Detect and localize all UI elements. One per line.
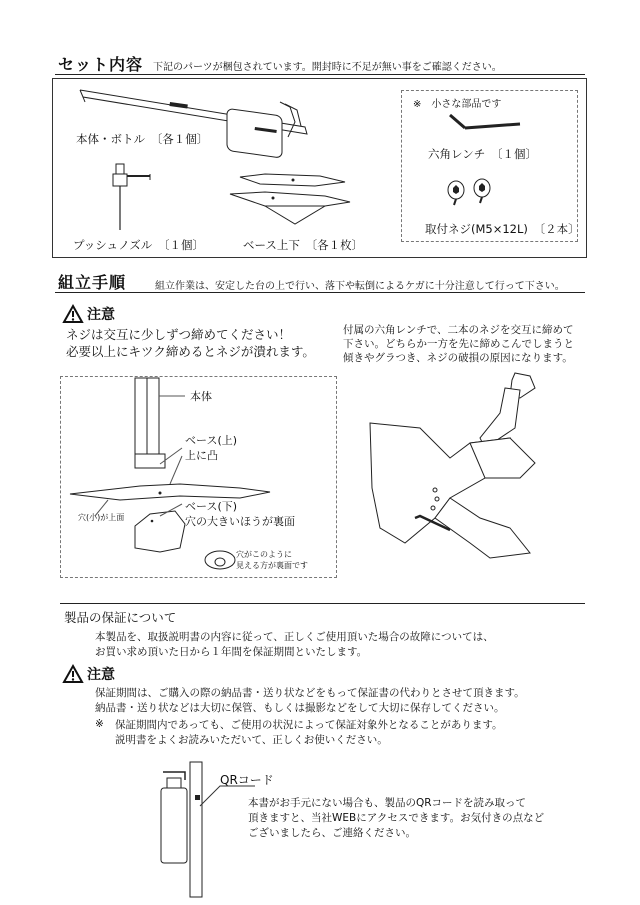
warranty-line: 本製品を、取扱説明書の内容に従って、正しくご使用頂いた場合の故障については、	[95, 631, 494, 643]
part-push-nozzle: プッシュノズル 〔１個〕	[73, 238, 204, 252]
qr-label: QRコード	[220, 773, 274, 787]
warranty-text	[95, 630, 494, 660]
caution-line: 保証期間は、ご購入の際の納品書・送り状などをもって保証書の代わりとさせて頂きます。	[95, 687, 525, 699]
section-title-assembly: 組立手順	[58, 273, 127, 292]
label-base-lower: ベース(下)	[185, 500, 238, 513]
base-plates-illustration	[225, 172, 360, 232]
part-hex-wrench: 六角レンチ 〔１個〕	[428, 147, 537, 161]
assembly-note: 組立作業は、安定した台の上で行い、落下や転倒によるケガに十分注意して行って下さい。	[155, 281, 565, 292]
caution-label: 注意	[87, 667, 115, 683]
warning-icon	[63, 305, 83, 323]
divider	[60, 603, 585, 604]
warning-icon	[63, 665, 83, 683]
exploded-diagram	[60, 376, 335, 576]
small-parts-heading: ※ 小さな部品です	[413, 99, 502, 110]
label-hole-note	[236, 549, 308, 571]
caution-text	[66, 326, 315, 360]
label-base-lower-group	[185, 499, 295, 529]
caution-line: ネジは交互に少しずつ締めてください！	[66, 327, 292, 342]
caution-label: 注意	[87, 307, 115, 323]
note-mark: ※	[95, 718, 104, 730]
contents-note: 下記のパーツが梱包されています。開封時に不足が無い事をご確認ください。	[153, 62, 502, 73]
divider	[55, 74, 585, 75]
warranty-caution-text	[95, 686, 525, 716]
right-line: 下さい。どちらか一方を先に締めこんでしまうと	[343, 338, 574, 350]
hole-note-line: 穴がこのように	[236, 550, 292, 559]
caution-line: 必要以上にキツク締めるとネジが潰れます。	[66, 344, 315, 359]
hole-note-line: 見える方が裏面です	[236, 561, 308, 570]
caution-heading	[63, 304, 115, 324]
label-body: 本体	[190, 390, 212, 403]
assembly-right-text	[343, 323, 574, 365]
part-screws: 取付ネジ(M5×12L) 〔２本〕	[425, 222, 580, 236]
assembled-diagram	[360, 368, 560, 578]
section-title-contents: セット内容	[58, 55, 144, 74]
qr-line: 頂きますと、当社WEBにアクセスできます。お気付きの点など	[248, 812, 545, 824]
label-big-hole: 穴の大きいほうが裏面	[185, 515, 295, 528]
push-nozzle-illustration	[110, 162, 160, 237]
label-small-hole: 穴(小)が上面	[78, 513, 125, 522]
label-base-upper: ベース(上)	[185, 434, 238, 447]
qr-line: ございましたら、ご連絡ください。	[248, 827, 416, 839]
screws-illustration	[444, 178, 499, 206]
qr-line: 本書がお手元にない場合も、製品のQRコードを読み取って	[248, 797, 527, 809]
qr-text	[248, 796, 544, 841]
part-base: ベース上下 〔各１枚〕	[243, 238, 364, 252]
right-line: 傾きやグラつき、ネジの破損の原因になります。	[343, 352, 573, 364]
label-base-upper-group	[185, 433, 237, 463]
label-upper-convex: 上に凸	[185, 449, 218, 462]
product-qr-illustration	[155, 760, 215, 900]
divider	[55, 292, 585, 293]
hex-wrench-illustration	[445, 112, 525, 142]
warranty-line: お買い求め頂いた日から１年間を保証期間といたします。	[95, 646, 368, 658]
note-line: 保証期間内であっても、ご使用の状況によって保証対象外となることがあります。	[115, 719, 503, 731]
right-line: 付属の六角レンチで、二本のネジを交互に締めて	[343, 324, 574, 336]
caution-line: 納品書・送り状などは大切に保管、もしくは撮影などをして大切に保存してください。	[95, 702, 505, 714]
part-body-bottle: 本体・ボトル 〔各１個〕	[76, 132, 209, 146]
warranty-note-text	[115, 718, 503, 748]
section-title-warranty: 製品の保証について	[64, 610, 177, 625]
caution-heading-warranty	[63, 664, 115, 684]
note-line: 説明書をよくお読みいただいて、正しくお使いください。	[115, 734, 388, 746]
